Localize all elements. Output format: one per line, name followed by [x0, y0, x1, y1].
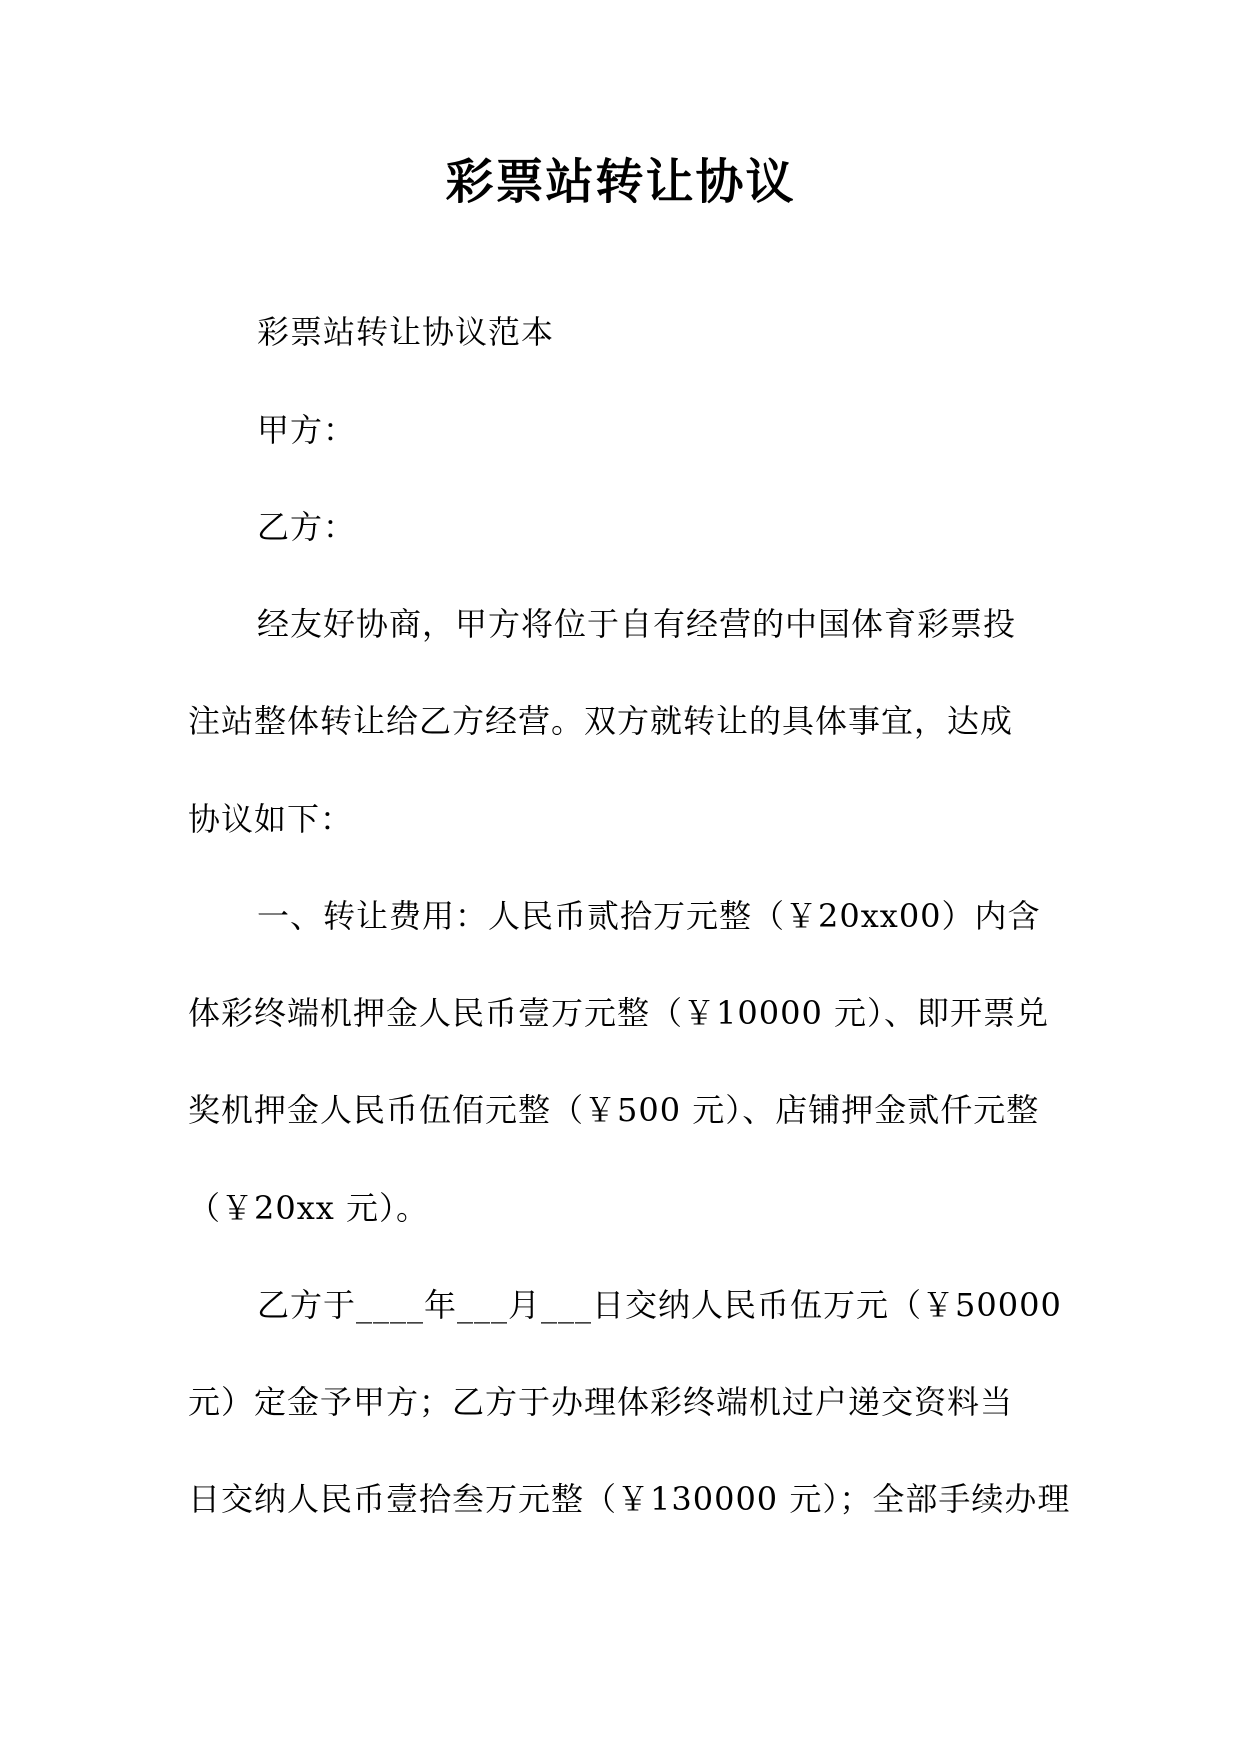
paragraph-line: 经友好协商，甲方将位于自有经营的中国体育彩票投: [257, 605, 1017, 643]
paragraph-line: 乙方于____年___月___日交纳人民币伍万元（￥50000: [257, 1286, 1062, 1324]
paragraph-line: 体彩终端机押金人民币壹万元整（￥10000 元）、即开票兑: [188, 994, 1049, 1032]
document-title: 彩票站转让协议: [445, 154, 796, 210]
party-b-line: 乙方：: [257, 508, 357, 546]
paragraph-line: 日交纳人民币壹拾叁万元整（￥130000 元）；全部手续办理: [188, 1480, 1071, 1518]
paragraph-line: 协议如下：: [188, 800, 354, 838]
paragraph-line: （￥20xx 元）。: [188, 1189, 429, 1227]
paragraph-subtitle: 彩票站转让协议范本: [257, 313, 555, 351]
paragraph-line: 一、转让费用：人民币贰拾万元整（￥20xx00）内含: [257, 897, 1041, 935]
party-a-line: 甲方：: [257, 411, 357, 449]
paragraph-line: 元）定金予甲方；乙方于办理体彩终端机过户递交资料当: [188, 1383, 1014, 1421]
paragraph-line: 注站整体转让给乙方经营。双方就转让的具体事宜，达成: [188, 702, 1014, 740]
paragraph-line: 奖机押金人民币伍佰元整（￥500 元）、店铺押金贰仟元整: [188, 1091, 1040, 1129]
